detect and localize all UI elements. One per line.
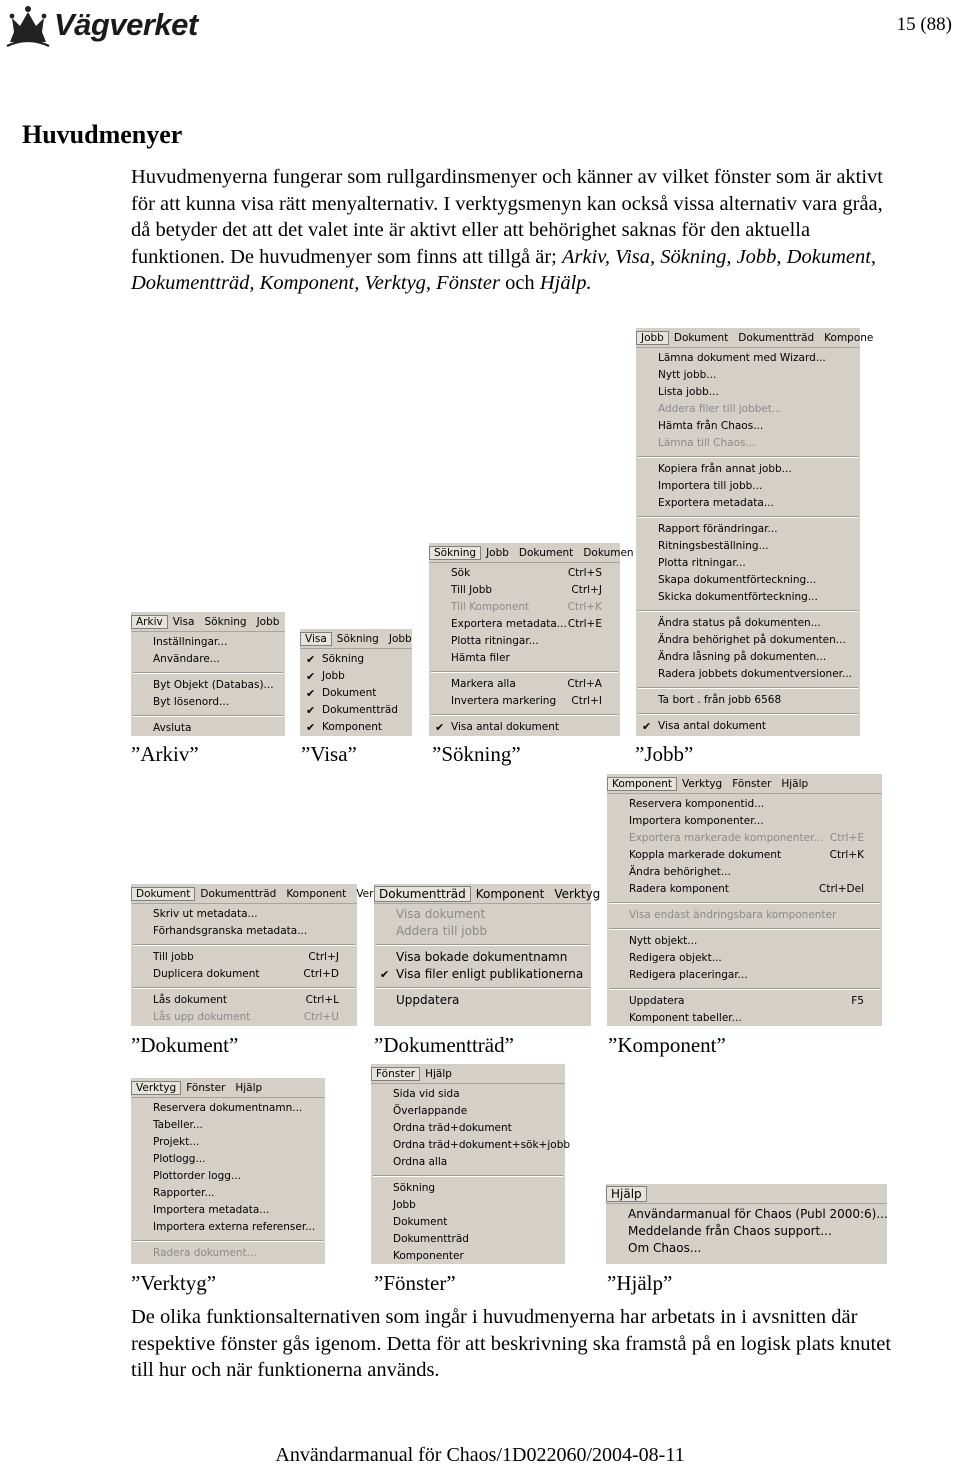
- menu-item-shortcut: Ctrl+L: [305, 994, 339, 1006]
- menu-item-label: Plotta ritningar...: [658, 557, 746, 569]
- menu-item[interactable]: [371, 1214, 565, 1231]
- menu-item[interactable]: [636, 666, 860, 683]
- menu-item-label: Plotta ritningar...: [451, 635, 539, 647]
- menu-bar: [131, 884, 374, 904]
- menu-bar-item[interactable]: Hjälp: [606, 1186, 647, 1202]
- menu-separator: [636, 683, 860, 692]
- menu-separator: [636, 709, 860, 718]
- menu-dokument: [131, 884, 374, 1026]
- menu-item[interactable]: [636, 350, 860, 367]
- menu-item[interactable]: [636, 692, 860, 709]
- menu-item-label: Redigera objekt...: [629, 952, 722, 964]
- menu-item[interactable]: [636, 589, 860, 606]
- menu-item[interactable]: [607, 933, 882, 950]
- menu-visa: [300, 629, 412, 736]
- menu-item[interactable]: [371, 1103, 565, 1120]
- menu-item[interactable]: [371, 1154, 565, 1171]
- menu-fonster: [371, 1064, 571, 1264]
- menu-item[interactable]: [606, 1223, 887, 1240]
- caption-fonster: ”Fönster”: [374, 1271, 456, 1295]
- menu-item-label: Importera metadata...: [153, 1204, 270, 1216]
- menu-separator: [607, 924, 882, 933]
- menu-bar-item[interactable]: Dokumen: [583, 546, 634, 559]
- menu-separator: [371, 1171, 565, 1180]
- menu-item[interactable]: [429, 633, 620, 650]
- menu-item[interactable]: [371, 1180, 565, 1197]
- menu-item-label: Byt lösenord...: [153, 696, 230, 708]
- menu-item[interactable]: [300, 719, 412, 736]
- menu-bar-item[interactable]: Dokument: [673, 331, 729, 344]
- menu-item-label: Markera alla: [451, 678, 516, 690]
- menu-jobb: [636, 328, 874, 736]
- menu-bar-item[interactable]: Dokument: [131, 887, 195, 901]
- menu-item-label: Radera jobbets dokumentversioner...: [658, 668, 853, 680]
- menu-bar-item[interactable]: Komponent: [286, 887, 347, 900]
- menu-bar-item[interactable]: Fönster: [371, 1067, 420, 1081]
- menu-separator: [607, 898, 882, 907]
- menu-separator: [374, 983, 591, 992]
- menu-separator: [429, 667, 620, 676]
- menu-item-label: Importera komponenter...: [629, 815, 764, 827]
- page-footer: Användarmanual för Chaos/1D022060/2004-08-11: [275, 1444, 685, 1466]
- menu-item-label: Redigera placeringar...: [629, 969, 748, 981]
- menu-item[interactable]: [636, 718, 860, 735]
- menu-item-label: Skapa dokumentförteckning...: [658, 574, 817, 586]
- menu-item-label: Exportera metadata...: [451, 618, 567, 630]
- menu-item-label: Till Jobb: [451, 584, 493, 596]
- menu-item-label: Jobb: [322, 670, 345, 682]
- menu-bar-item[interactable]: Sökning: [429, 546, 481, 560]
- menu-separator: [636, 452, 860, 461]
- menu-separator: [636, 606, 860, 615]
- menu-item[interactable]: [607, 813, 882, 830]
- menu-item: [636, 435, 860, 452]
- menu-item-label: Reservera komponentid...: [629, 798, 765, 810]
- menu-item[interactable]: [131, 923, 357, 940]
- menu-item[interactable]: [131, 651, 285, 668]
- menu-item-shortcut: Ctrl+J: [571, 584, 602, 596]
- menu-item-label: Ändra låsning på dokumenten...: [658, 651, 827, 663]
- menu-item[interactable]: [131, 720, 285, 737]
- menu-item[interactable]: [607, 993, 882, 1010]
- menu-separator: [131, 711, 285, 720]
- menu-item[interactable]: [371, 1086, 565, 1103]
- menu-bar: [374, 884, 601, 904]
- menu-item[interactable]: [131, 1168, 325, 1185]
- menu-item[interactable]: [607, 1010, 882, 1027]
- checkmark-icon: ✔: [306, 687, 316, 700]
- caption-jobb: ”Jobb”: [635, 742, 694, 766]
- menu-dokumenttrad: [374, 884, 601, 1026]
- caption-visa: ”Visa”: [301, 742, 357, 766]
- menu-item-label: Addera till jobb: [396, 924, 488, 938]
- menu-item-shortcut: Ctrl+I: [571, 695, 602, 707]
- menu-item-shortcut: Ctrl+E: [829, 832, 864, 844]
- menu-item-label: Reservera dokumentnamn...: [153, 1102, 303, 1114]
- menu-bar: [131, 612, 285, 632]
- menu-item[interactable]: [429, 582, 620, 599]
- menu-item[interactable]: [429, 650, 620, 667]
- menu-item-label: Ordna alla: [393, 1156, 448, 1168]
- menu-dropdown: [429, 563, 620, 736]
- intro-text: Huvudmenyerna fungerar som rullgardinsmenyer och känner av vilket fönster som är aktivt för att kunna visa rätt menyalternativ. I verktygsmenyn kan också vissa alternativ vara gråa, då betyder det att det valet inte är aktivt eller att behörighet saknas för den aktuella funktionen. De huvudmenyer som finns att tillgå är;: [131, 166, 884, 268]
- menu-bar-item[interactable]: Hjälp: [235, 1081, 263, 1094]
- menu-item-label: Ändra status på dokumenten...: [658, 617, 821, 629]
- menu-item[interactable]: [607, 881, 882, 898]
- menu-bar: [300, 629, 412, 649]
- menu-item[interactable]: [429, 676, 620, 693]
- intro-paragraph: [131, 164, 901, 297]
- menu-item-label: Skriv ut metadata...: [153, 908, 258, 920]
- menu-item-shortcut: Ctrl+S: [567, 567, 602, 579]
- menu-item-label: Rapporter...: [153, 1187, 215, 1199]
- menu-item[interactable]: [374, 992, 591, 1009]
- menu-item-label: Visa antal dokument: [451, 721, 559, 733]
- menu-bar-item[interactable]: Verktyg: [131, 1081, 181, 1095]
- menu-bar-item[interactable]: Visa: [172, 615, 195, 628]
- menu-item-label: Om Chaos...: [628, 1241, 702, 1255]
- menu-separator: [131, 940, 357, 949]
- menu-item-label: Exportera metadata...: [658, 497, 774, 509]
- menu-item-label: Dokumentträd: [393, 1233, 469, 1245]
- menu-item-label: Lämna dokument med Wizard...: [658, 352, 826, 364]
- menu-item[interactable]: [371, 1231, 565, 1248]
- menu-item[interactable]: [300, 668, 412, 685]
- menu-item-label: Visa filer enligt publikationerna: [396, 967, 584, 981]
- menu-bar-item[interactable]: Hjälp: [781, 777, 809, 790]
- menu-item-label: Sida vid sida: [393, 1088, 460, 1100]
- menu-item-label: Ordna träd+dokument+sök+jobb: [393, 1139, 571, 1151]
- menu-item-label: Lista jobb...: [658, 386, 719, 398]
- menu-bar-item[interactable]: Jobb: [636, 331, 669, 345]
- caption-arkiv: ”Arkiv”: [131, 742, 199, 766]
- intro-last: Hjälp.: [539, 272, 592, 294]
- menu-item-label: Sökning: [322, 653, 365, 665]
- menu-item[interactable]: [429, 565, 620, 582]
- menu-item-label: Användarmanual för Chaos (Publ 2000:6)...: [628, 1207, 888, 1221]
- menu-item[interactable]: [131, 1100, 325, 1117]
- menu-dropdown: [131, 904, 357, 1026]
- menu-separator: [429, 710, 620, 719]
- menu-item[interactable]: [636, 384, 860, 401]
- menu-item-label: Dokument: [393, 1216, 448, 1228]
- menu-item-label: Uppdatera: [396, 993, 460, 1007]
- menu-item[interactable]: [607, 796, 882, 813]
- intro-menu-list: Arkiv, Visa, Sökning, Jobb, Dokument, Dokumentträd, Komponent, Verktyg, Fönster: [131, 245, 877, 294]
- menu-bar-item[interactable]: Fönster: [732, 777, 772, 790]
- menu-bar: [131, 1078, 325, 1098]
- menu-dropdown: [606, 1204, 887, 1257]
- menu-bar: [429, 543, 634, 563]
- menu-bar-item[interactable]: Visa: [300, 632, 332, 646]
- menu-item-shortcut: Ctrl+U: [303, 1011, 339, 1023]
- logo-text: Vägverket: [54, 7, 198, 42]
- menu-item-shortcut: Ctrl+A: [567, 678, 602, 690]
- menu-item[interactable]: [374, 949, 591, 966]
- menu-item[interactable]: [131, 1202, 325, 1219]
- menu-item[interactable]: [636, 572, 860, 589]
- menu-item: [374, 906, 591, 923]
- menu-item[interactable]: [371, 1197, 565, 1214]
- menu-item-label: Plottorder logg...: [153, 1170, 241, 1182]
- menu-sokning: [429, 543, 634, 736]
- checkmark-icon: ✔: [306, 670, 316, 683]
- menu-item-label: Till jobb: [153, 951, 194, 963]
- menu-item-label: Visa antal dokument: [658, 720, 766, 732]
- menu-bar: [371, 1064, 565, 1084]
- menu-item-label: Tabeller...: [153, 1119, 203, 1131]
- menu-item: [636, 401, 860, 418]
- menu-item[interactable]: [636, 418, 860, 435]
- menu-item-label: Ritningsbeställning...: [658, 540, 769, 552]
- menu-dropdown: [131, 632, 285, 737]
- menu-item-label: Sök: [451, 567, 471, 579]
- menu-item[interactable]: [607, 864, 882, 881]
- menu-bar: [607, 774, 882, 794]
- menu-item-label: Ändra behörighet på dokumenten...: [658, 634, 846, 646]
- crown-icon: [4, 2, 52, 48]
- menu-item[interactable]: [636, 521, 860, 538]
- menu-item[interactable]: [636, 649, 860, 666]
- checkmark-icon: ✔: [435, 721, 445, 734]
- menu-bar-item[interactable]: Jobb: [256, 615, 280, 628]
- menu-item-label: Visa dokument: [396, 907, 486, 921]
- menu-dropdown: [607, 794, 882, 1027]
- menu-item-label: Överlappande: [393, 1105, 468, 1117]
- menu-item[interactable]: [131, 1219, 325, 1236]
- menu-item[interactable]: [300, 702, 412, 719]
- menu-item-label: Nytt objekt...: [629, 935, 698, 947]
- menu-item[interactable]: [374, 966, 591, 983]
- menu-item-label: Visa endast ändringsbara komponenter: [629, 909, 837, 921]
- menu-bar-item[interactable]: Komponent: [607, 777, 677, 791]
- menu-item[interactable]: [131, 966, 357, 983]
- menu-item-label: Ta bort . från jobb 6568: [658, 694, 782, 706]
- menu-item[interactable]: [607, 847, 882, 864]
- menu-item: [607, 907, 882, 924]
- menu-item[interactable]: [429, 693, 620, 710]
- menu-item[interactable]: [371, 1120, 565, 1137]
- menu-item[interactable]: [636, 478, 860, 495]
- menu-item[interactable]: [300, 651, 412, 668]
- menu-item[interactable]: [429, 719, 620, 736]
- caption-verktyg: ”Verktyg”: [131, 1271, 217, 1295]
- menu-separator: [131, 983, 357, 992]
- menu-bar-item[interactable]: Komponent: [475, 886, 545, 901]
- menu-item-label: Lås upp dokument: [153, 1011, 251, 1023]
- menu-item-label: Hämta filer: [451, 652, 510, 664]
- menu-bar-item[interactable]: Dokumentträd: [374, 886, 471, 902]
- menu-item-label: Användare...: [153, 653, 220, 665]
- menu-item-label: Visa bokade dokumentnamn: [396, 950, 568, 964]
- menu-item: [607, 830, 882, 847]
- menu-item[interactable]: [636, 461, 860, 478]
- vagverket-logo: [4, 2, 198, 48]
- intro-och: och: [499, 272, 540, 294]
- menu-item[interactable]: [636, 538, 860, 555]
- menu-item[interactable]: [131, 1117, 325, 1134]
- menu-item-shortcut: Ctrl+K: [567, 601, 602, 613]
- checkmark-icon: ✔: [306, 704, 316, 717]
- menu-item[interactable]: [636, 615, 860, 632]
- menu-bar-item[interactable]: Kompone: [824, 331, 874, 344]
- menu-item-label: Sökning: [393, 1182, 436, 1194]
- menu-item-label: Lås dokument: [153, 994, 228, 1006]
- menu-hjalp: [606, 1184, 887, 1264]
- menu-bar-item[interactable]: Verktyg: [554, 886, 601, 901]
- menu-item[interactable]: [131, 949, 357, 966]
- menu-bar-item[interactable]: Fönster: [186, 1081, 226, 1094]
- menu-item[interactable]: [429, 616, 620, 633]
- menu-bar-item[interactable]: Sökning: [204, 615, 247, 628]
- menu-item-label: Koppla markerade dokument: [629, 849, 782, 861]
- menu-item-shortcut: Ctrl+J: [308, 951, 339, 963]
- menu-item-label: Komponent: [322, 721, 382, 733]
- menu-item-label: Radera komponent: [629, 883, 730, 895]
- menu-dropdown: [636, 348, 860, 735]
- menu-separator: [374, 940, 591, 949]
- menu-bar-item[interactable]: Ver: [356, 887, 374, 900]
- menu-dropdown: [300, 649, 412, 736]
- caption-dokument: ”Dokument”: [131, 1033, 239, 1057]
- menu-separator: [607, 984, 882, 993]
- menu-item-label: Projekt...: [153, 1136, 200, 1148]
- menu-item[interactable]: [131, 992, 357, 1009]
- section-heading: Huvudmenyer: [22, 120, 183, 149]
- menu-separator: [131, 668, 285, 677]
- menu-item-label: Lämna till Chaos...: [658, 437, 756, 449]
- menu-item[interactable]: [606, 1240, 887, 1257]
- menu-bar: [606, 1184, 887, 1204]
- menu-item-label: Radera dokument...: [153, 1247, 257, 1259]
- menu-item-label: Jobb: [393, 1199, 416, 1211]
- menu-dropdown: [374, 904, 591, 1009]
- menu-bar-item[interactable]: Verktyg: [682, 777, 723, 790]
- menu-item-shortcut: F5: [851, 995, 864, 1007]
- menu-item-label: Förhandsgranska metadata...: [153, 925, 308, 937]
- caption-komponent: ”Komponent”: [608, 1033, 726, 1057]
- menu-item-label: Kopiera från annat jobb...: [658, 463, 792, 475]
- menu-item-label: Hämta från Chaos...: [658, 420, 764, 432]
- menu-item-label: Importera till jobb...: [658, 480, 763, 492]
- menu-item: [131, 1009, 357, 1026]
- menu-bar: [636, 328, 874, 348]
- caption-dokumenttrad: ”Dokumentträd”: [374, 1033, 514, 1057]
- menu-item-label: Dokumentträd: [322, 704, 398, 716]
- menu-item-label: Invertera markering: [451, 695, 557, 707]
- menu-item-label: Nytt jobb...: [658, 369, 717, 381]
- menu-item-label: Meddelande från Chaos support...: [628, 1224, 832, 1238]
- menu-separator: [131, 1236, 325, 1245]
- menu-item-label: Uppdatera: [629, 995, 685, 1007]
- menu-item[interactable]: [371, 1137, 571, 1154]
- menu-item: [374, 923, 591, 940]
- menu-dropdown: [131, 1098, 325, 1262]
- menu-item-shortcut: Ctrl+D: [303, 968, 339, 980]
- menu-item-label: Ordna träd+dokument: [393, 1122, 512, 1134]
- menu-item-label: Inställningar...: [153, 636, 228, 648]
- menu-bar-item[interactable]: Dokument: [518, 546, 574, 559]
- menu-item-label: Komponent tabeller...: [629, 1012, 742, 1024]
- menu-item-label: Addera filer till jobbet...: [658, 403, 782, 415]
- menu-item[interactable]: [636, 632, 860, 649]
- menu-item-shortcut: Ctrl+K: [829, 849, 864, 861]
- menu-item-label: Byt Objekt (Databas)...: [153, 679, 274, 691]
- menu-item-shortcut: Ctrl+E: [567, 618, 602, 630]
- menu-item[interactable]: [607, 967, 882, 984]
- caption-hjalp: ”Hjälp”: [607, 1271, 673, 1295]
- menu-bar-item[interactable]: Jobb: [486, 546, 509, 559]
- menu-item[interactable]: [131, 1185, 325, 1202]
- menu-item-label: Exportera markerade komponenter...: [629, 832, 824, 844]
- menu-item-label: Plotlogg...: [153, 1153, 206, 1165]
- menu-item-label: Avsluta: [153, 722, 192, 734]
- menu-item[interactable]: [636, 495, 860, 512]
- outro-paragraph: De olika funktionsalternativen som ingår i huvudmenyerna har arbetats in i avsnitten där respektive fönster gås igenom. Detta för att beskrivning ska framstå på en logisk plats knutet till hur och när funktionerna används.: [131, 1306, 892, 1381]
- checkmark-icon: ✔: [306, 653, 316, 666]
- menu-item: [131, 1245, 325, 1262]
- menu-item-label: Importera externa referenser...: [153, 1221, 316, 1233]
- menu-item[interactable]: [371, 1248, 565, 1265]
- menu-bar-item[interactable]: Sökning: [336, 632, 379, 645]
- menu-item[interactable]: [636, 555, 860, 572]
- menu-bar-item[interactable]: Jobb: [388, 632, 412, 645]
- menu-item[interactable]: [131, 634, 285, 651]
- menu-item-label: Skicka dokumentförteckning...: [658, 591, 818, 603]
- menu-item-label: Rapport förändringar...: [658, 523, 778, 535]
- menu-arkiv: [131, 612, 285, 736]
- menu-item[interactable]: [636, 367, 860, 384]
- menu-item-label: Till Komponent: [451, 601, 530, 613]
- menu-bar-item[interactable]: Dokumentträd: [738, 331, 815, 344]
- menu-item[interactable]: [131, 694, 285, 711]
- menu-dropdown: [371, 1084, 571, 1265]
- page-number: 15 (88): [896, 14, 952, 35]
- checkmark-icon: ✔: [642, 720, 652, 733]
- menu-bar-item[interactable]: Arkiv: [131, 615, 168, 629]
- menu-verktyg: [131, 1078, 325, 1264]
- menu-bar-item[interactable]: Hjälp: [425, 1067, 452, 1080]
- menu-item-label: Duplicera dokument: [153, 968, 260, 980]
- menu-item-label: Ändra behörighet...: [629, 866, 731, 878]
- menu-item[interactable]: [300, 685, 412, 702]
- menu-item[interactable]: [606, 1206, 887, 1223]
- menu-item-label: Dokument: [322, 687, 377, 699]
- menu-item[interactable]: [131, 677, 285, 694]
- checkmark-icon: ✔: [380, 968, 390, 981]
- menu-item[interactable]: [131, 1134, 325, 1151]
- menu-item-label: Komponenter: [393, 1250, 464, 1262]
- menu-komponent: [607, 774, 882, 1026]
- menu-item-shortcut: Ctrl+Del: [819, 883, 864, 895]
- menu-item: [429, 599, 620, 616]
- menu-bar-item[interactable]: Dokumentträd: [200, 887, 277, 900]
- caption-sokning: ”Sökning”: [432, 742, 521, 766]
- menu-item[interactable]: [131, 1151, 325, 1168]
- menu-item[interactable]: [607, 950, 882, 967]
- checkmark-icon: ✔: [306, 721, 316, 734]
- menu-separator: [636, 512, 860, 521]
- menu-item[interactable]: [131, 906, 357, 923]
